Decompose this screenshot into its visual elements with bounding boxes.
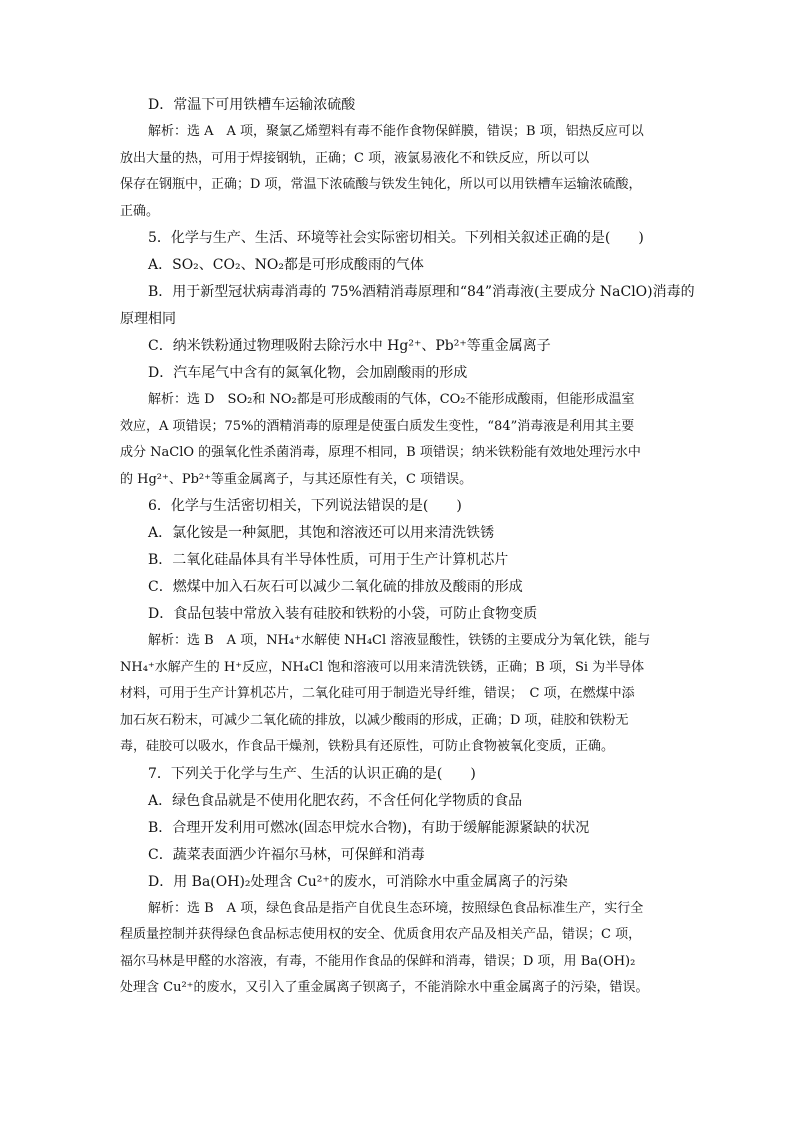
solution-text: 效应，A 项错误；75%的酒精消毒的原理是使蛋白质发生变性，“84”消毒液是利用其主要 [120, 418, 635, 434]
answer-option: C．燃煤中加入石灰石可以减少二氧化硫的排放及酸雨的形成 [148, 579, 523, 595]
answer-option: 原理相同 [120, 311, 176, 327]
solution-text: 毒，硅胶可以吸水，作食品干燥剂，铁粉具有还原性，可防止食物被氧化变质，正确。 [120, 739, 615, 754]
answer-option: C．纳米铁粉通过物理吸附去除污水中 Hg²⁺、Pb²⁺等重金属离子 [148, 338, 551, 354]
solution-text: 加石灰石粉末，可减少二氧化硫的排放，以减少酸雨的形成，正确；D 项，硅胶和铁粉无 [120, 712, 629, 728]
solution-text: 成分 NaClO 的强氧化性杀菌消毒，原理不相同，B 项错误；纳米铁粉能有效地处理污水中 [120, 445, 641, 460]
question-stem: 6．化学与生活密切相关，下列说法错误的是( ) [148, 498, 462, 514]
solution-text: 的 Hg²⁺、Pb²⁺等重金属离子，与其还原性有关，C 项错误。 [120, 471, 473, 487]
question-stem: 5．化学与生产、生活、环境等社会实际密切相关。下列相关叙述正确的是( ) [148, 230, 644, 246]
answer-option: D．用 Ba(OH)₂处理含 Cu²⁺的废水，可消除水中重金属离子的污染 [148, 873, 568, 890]
answer-option: D．汽车尾气中含有的氮氧化物，会加剧酸雨的形成 [148, 365, 468, 381]
solution-text: 解析：选 B A 项，NH₄⁺水解使 NH₄Cl 溶液显酸性，铁锈的主要成分为氧化铁，能与 [148, 633, 651, 648]
solution-text: 解析：选 A A 项，聚氯乙烯塑料有毒不能作食物保鲜膜，错误；B 项，铝热反应可以 [148, 124, 644, 139]
solution-text: 程质量控制并获得绿色食品标志使用权的安全、优质食用农产品及相关产品，错误；C 项， [120, 927, 642, 942]
answer-option: A．SO₂、CO₂、NO₂都是可形成酸雨的气体 [148, 257, 424, 273]
solution-text: 放出大量的热，可用于焊接钢轨，正确；C 项，液氯易液化不和铁反应，所以可以 [120, 150, 590, 166]
answer-option: A．氯化铵是一种氮肥，其饱和溶液还可以用来清洗铁锈 [148, 525, 495, 541]
solution-text: 材料，可用于生产计算机芯片，二氧化硅可用于制造光导纤维，错误； C 项，在燃煤中添 [120, 686, 635, 701]
solution-text: 处理含 Cu²⁺的废水，又引入了重金属离子钡离子，不能消除水中重金属离子的污染，错误。 [120, 980, 649, 995]
solution-text: 解析：选 D SO₂和 NO₂都是可形成酸雨的气体，CO₂不能形成酸雨，但能形成温室 [148, 392, 635, 407]
solution-text: 保存在钢瓶中，正确；D 项，常温下浓硫酸与铁发生钝化，所以可以用铁槽车运输浓硫酸， [120, 177, 642, 192]
document-body [120, 92, 695, 1002]
answer-option: A．绿色食品就是不使用化肥农药，不含任何化学物质的食品 [148, 792, 523, 809]
solution-text: 解析：选 B A 项，绿色食品是指产自优良生态环境，按照绿色食品标准生产，实行全 [148, 900, 644, 916]
answer-option: B．合理开发利用可燃冰(固态甲烷水合物)，有助于缓解能源紧缺的状况 [148, 819, 590, 836]
answer-option: D．食品包装中常放入装有硅胶和铁粉的小袋，可防止食物变质 [148, 606, 538, 622]
answer-option: D．常温下可用铁槽车运输浓硫酸 [148, 97, 356, 113]
answer-option: B．二氧化硅晶体具有半导体性质，可用于生产计算机芯片 [148, 552, 509, 568]
answer-option: B．用于新型冠状病毒消毒的 75%酒精消毒原理和“84”消毒液(主要成分 NaClO)消毒的 [148, 284, 695, 300]
answer-option: C．蔬菜表面洒少许福尔马林，可保鲜和消毒 [148, 846, 425, 863]
solution-text: NH₄⁺水解产生的 H⁺反应，NH₄Cl 饱和溶液可以用来清洗铁锈，正确；B 项，Si 为半导体 [120, 659, 645, 675]
solution-text: 福尔马林是甲醛的水溶液，有毒，不能用作食品的保鲜和消毒，错误；D 项，用 Ba(OH)₂ [120, 953, 636, 969]
question-stem: 7．下列关于化学与生产、生活的认识正确的是( ) [148, 765, 476, 782]
solution-text: 正确。 [120, 203, 160, 219]
